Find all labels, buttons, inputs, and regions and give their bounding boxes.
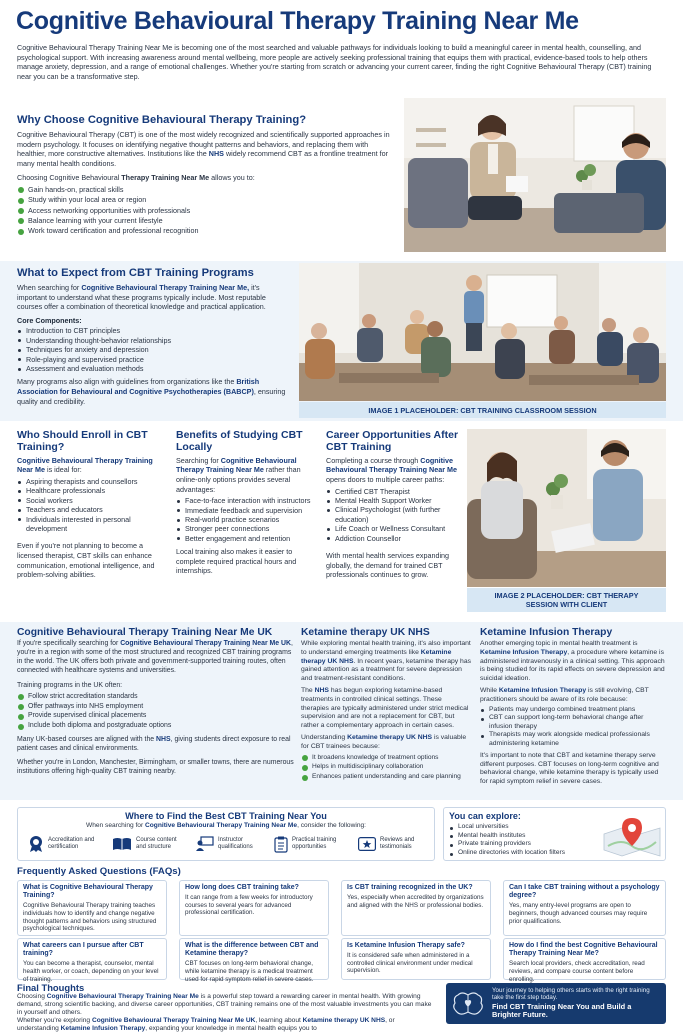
factor-row [18, 835, 434, 853]
list-item: Private training providers [449, 840, 595, 849]
career-heading: Career Opportunities After CBT Training [326, 429, 459, 454]
uk-cities-paragraph: Whether you're in London, Manchester, Birmingham, or smaller towns, there are numerous institutions offering high-quality CBT training nearby. [17, 759, 294, 775]
why-allows-intro: Choosing Cognitive Behavioural Therapy Training Near Me allows you to: [17, 173, 255, 183]
benefits-note: Local training also makes it easier to complete required practical hours and internships. [176, 547, 297, 576]
list-item: Include both diploma and postgraduate options [17, 721, 294, 731]
faq-item-4[interactable]: Can I take CBT training without a psychology degree? Yes, many entry-level programs are open to beginners, though advanced courses may require prior qualifications. [503, 880, 666, 936]
explore-list [449, 823, 595, 858]
benefits-section [176, 429, 316, 576]
factor-instructor: Instructor qualifications [196, 836, 266, 852]
benefits-list [176, 496, 316, 543]
list-item: Online directories with location filters [449, 849, 595, 858]
expect-paragraph: When searching for Cognitive Behavioural Therapy Training Near Me, it's important to understand what these programs typically include. Most reputable courses offer a combination of theoretical knowledge and practical application. [17, 283, 266, 312]
faq-heading: Frequently Asked Questions (FAQs) [17, 866, 181, 877]
list-item: Enhances patient understanding and care planning [301, 772, 471, 782]
core-components-heading: Core Components: [17, 315, 82, 325]
career-note: With mental health services expanding globally, the demand for trained CBT professionals continues to grow. [326, 551, 450, 580]
brain-heart-icon [452, 991, 484, 1017]
find-subheading: When searching for Cognitive Behavioural Therapy Training Near Me, consider the following: [86, 822, 366, 829]
find-heading: Where to Find the Best CBT Training Near You [125, 811, 327, 821]
ketamine-nhs-paragraph: The NHS has begun exploring ketamine-based treatments in controlled clinical settings. These therapies are typically administered under strict medical supervision and are not a replacement for CBT, but rather a complementary approach in certain cases. [301, 687, 469, 729]
infusion-paragraph: Another emerging topic in mental health treatment is Ketamine Infusion Therapy, a procedure where ketamine is administered intravenously in a clinical setting. This approach is being studied for its rapid effects on severe depression and suicidal ideation. [480, 640, 665, 682]
list-item: Mental Health Support Worker [326, 496, 460, 505]
list-item: Stronger peer connections [176, 524, 316, 533]
therapy-session-photo [467, 429, 666, 587]
enroll-note: Even if you're not planning to become a licensed therapist, CBT skills can enhance communication, emotional intelligence, and problem-solving abilities. [17, 541, 155, 580]
list-item: Introduction to CBT principles [17, 326, 291, 335]
classroom-photo [299, 263, 666, 401]
cta-line-2: Find CBT Training Near You and Build a Brighter Future. [492, 1001, 632, 1020]
final-section [17, 982, 437, 1032]
faq-item-6[interactable]: What is the difference between CBT and Ketamine therapy? CBT focuses on long-term behavioral change, while ketamine therapy is a medical treatment used for rapid symptom relief in severe cases. [179, 938, 329, 980]
counselling-session-illustration [404, 98, 666, 252]
list-item: Patients may undergo combined treatment plans [480, 706, 666, 715]
list-item: Individuals interested in personal development [17, 515, 169, 534]
instructor-icon [196, 836, 214, 852]
benefits-heading: Benefits of Studying CBT Locally [176, 429, 303, 454]
nhs-link[interactable]: NHS [314, 687, 329, 695]
list-item: Certified CBT Therapist [326, 487, 460, 496]
classroom-illustration [299, 263, 666, 401]
find-training-card [17, 807, 435, 861]
final-heading: Final Thoughts [17, 982, 85, 993]
list-item: Local universities [449, 823, 595, 832]
ketamine-section [301, 627, 471, 782]
uk-training-intro: Training programs in the UK often: [17, 682, 123, 690]
core-components-list [17, 326, 291, 373]
list-item: Healthcare professionals [17, 486, 169, 495]
list-item: Social workers [17, 496, 169, 505]
list-item: Offer pathways into NHS employment [17, 702, 294, 712]
why-heading: Why Choose Cognitive Behavioural Therapy Training? [17, 114, 307, 126]
list-item: Techniques for anxiety and depression [17, 345, 291, 354]
final-paragraph-2: Whether you're exploring Cognitive Behavioural Therapy Training Near Me UK, learning about Ketamine therapy UK NHS, or understanding Ketamine Infusion Therapy, expanding your knowledge in mental health equips you to [17, 1016, 395, 1032]
final-paragraph-1: Choosing Cognitive Behavioural Therapy Training Near Me is a powerful step toward a rewarding career in mental health. With growing demand, strong scientific backing, and diverse career opportunities, CBT training remains one of the most valuable investments you can make in yourself and others. [17, 993, 432, 1016]
award-ribbon-icon [28, 835, 44, 853]
list-item: Therapists may work alongside medical professionals administering ketamine [480, 731, 666, 748]
list-item: Role-playing and supervised practice [17, 355, 291, 364]
list-item: Access networking opportunities with professionals [17, 206, 395, 216]
list-item: Follow strict accreditation standards [17, 692, 294, 702]
uk-paragraph: If you're specifically searching for Cognitive Behavioural Therapy Training Near Me UK, you're in a region with some of the most structured and recognized CBT training programs in the world. The UK offers both private and government-supported training routes, often connected with healthcare systems and universities. [17, 640, 293, 675]
infusion-note: It's important to note that CBT and ketamine therapy serve different purposes. CBT focuses on long-term cognitive and behavioral change, while ketamine therapy is typically used for rapid symptom relief in severe cases. [480, 752, 659, 785]
cta-line-1: Your journey to helping others starts with the right training take the first step today. [492, 987, 650, 1002]
factor-accreditation: Accreditation and certification [28, 835, 104, 853]
list-item: Study within your local area or region [17, 195, 395, 205]
map-pin-icon [602, 816, 662, 858]
uk-nhs-paragraph: Many UK-based courses are aligned with the NHS, giving students direct exposure to real patient cases and clinical environments. [17, 736, 291, 753]
benefits-paragraph: Searching for Cognitive Behavioural Therapy Training Near Me rather than online-only options provides several advantages: [176, 455, 301, 494]
career-section [326, 429, 460, 580]
factor-reviews: Reviews and testimonials [358, 837, 424, 851]
infusion-role-list [480, 706, 666, 749]
faq-item-7[interactable]: Is Ketamine Infusion Therapy safe? It is considered safe when administered in a controlled clinical environment under medical supervision. [341, 938, 491, 980]
list-item: Face-to-face interaction with instructors [176, 496, 316, 505]
list-item: Aspiring therapists and counsellors [17, 477, 169, 486]
classroom-image-caption: IMAGE 1 PLACEHOLDER: CBT TRAINING CLASSROOM SESSION [299, 402, 666, 418]
nhs-link[interactable]: NHS [156, 736, 171, 744]
list-item: Teachers and educators [17, 505, 169, 514]
counselling-session-photo [404, 98, 666, 252]
open-book-icon [112, 837, 132, 851]
clipboard-checklist-icon [274, 836, 288, 853]
uk-heading: Cognitive Behavioural Therapy Training Near Me UK [17, 627, 273, 638]
career-paths-list [326, 487, 460, 543]
nhs-link[interactable]: NHS [208, 149, 224, 159]
ketamine-heading: Ketamine therapy UK NHS [301, 627, 430, 638]
why-benefit-list [17, 185, 395, 236]
why-paragraph: Cognitive Behavioural Therapy (CBT) is one of the most widely recognized and scientifically supported approaches in modern psychology. It focuses on identifying negative thought patterns and behaviors, and replacing them with healthier, more constructive alternatives. Institutions like the NHS widely recommend CBT as a frontline treatment for many mental health conditions. [17, 130, 390, 168]
expect-heading: What to Expect from CBT Training Programs [17, 267, 254, 279]
star-review-icon [358, 837, 376, 851]
enroll-paragraph: Cognitive Behavioural Therapy Training Near Me is ideal for: [17, 455, 153, 475]
list-item: It broadens knowledge of treatment options [301, 753, 471, 763]
list-item: Clinical Psychologist (with further education) [326, 505, 460, 524]
list-item: Provide supervised clinical placements [17, 711, 294, 721]
why-section [17, 113, 395, 236]
enroll-section [17, 429, 169, 580]
career-paragraph: Completing a course through Cognitive Behavioural Therapy Training Near Me opens doors to multiple career paths: [326, 455, 458, 484]
list-item: Mental health institutes [449, 832, 595, 841]
babcp-paragraph: Many programs also align with guidelines from organizations like the British Association for Behavioural and Cognitive Psychotherapies (BABCP), ensuring quality and credibility. [17, 377, 286, 406]
ketamine-value-list [301, 753, 471, 782]
cta-banner[interactable] [446, 983, 666, 1024]
faq-item-2[interactable]: How long does CBT training take? It can range from a few weeks for introductory courses to several years for advanced professional certification. [179, 880, 329, 936]
explore-card [443, 807, 666, 861]
infusion-heading: Ketamine Infusion Therapy [480, 627, 613, 638]
expect-section [17, 267, 291, 406]
enroll-heading: Who Should Enroll in CBT Training? [17, 429, 148, 454]
list-item: Immediate feedback and supervision [176, 506, 316, 515]
ketamine-value-intro: Understanding Ketamine therapy UK NHS is valuable for CBT trainees because: [301, 734, 467, 750]
list-item: Addiction Counsellor [326, 534, 460, 543]
therapy-session-illustration [467, 429, 666, 587]
list-item: Understanding thought-behavior relationships [17, 336, 291, 345]
list-item: Gain hands-on, practical skills [17, 185, 395, 195]
therapy-image-caption: IMAGE 2 PLACEHOLDER: CBT THERAPY SESSION WITH CLIENT [467, 588, 666, 612]
infusion-section [480, 627, 666, 786]
list-item: Balance learning with your current lifestyle [17, 216, 395, 226]
explore-heading: You can explore: [449, 811, 521, 821]
enroll-audience-list [17, 477, 169, 533]
ketamine-paragraph: While exploring mental health training, it's also important to understand emerging treatments like Ketamine therapy UK NHS. In recent years, ketamine therapy has gained attention as a treatment for severe depression and treatment-resistant conditions. [301, 640, 471, 682]
infusion-role-paragraph: While Ketamine Infusion Therapy is still evolving, CBT practitioners should be aware of its role because: [480, 687, 649, 703]
faq-item-3[interactable]: Is CBT training recognized in the UK? Yes, especially when accredited by organizations and aligned with the NHS or professional bodies. [341, 880, 491, 936]
faq-item-5[interactable]: What careers can I pursue after CBT training? You can become a therapist, counselor, mental health worker, or coach, depending on your level of training. [17, 938, 167, 980]
faq-item-8[interactable]: How do I find the best Cognitive Behavioural Therapy Training Near Me? Search local providers, check accreditation, read reviews, and compare course content before enrolling. [503, 938, 666, 980]
list-item: Work toward certification and professional recognition [17, 226, 395, 236]
factor-course-content: Course content and structure [112, 837, 188, 851]
list-item: Better engagement and retention [176, 534, 316, 543]
factor-practical: Practical training opportunities [274, 836, 350, 853]
uk-section [17, 627, 294, 777]
page-title: Cognitive Behavioural Therapy Training Near Me [16, 7, 579, 35]
babcp-link[interactable]: British Association for Behavioural and Cognitive Psychotherapies (BABCP) [17, 377, 260, 396]
faq-item-1[interactable]: What is Cognitive Behavioural Therapy Training? Cognitive Behavioural Therapy training teaches individuals how to identify and change negative thought patterns and behaviors using structured psychological techniques. [17, 880, 167, 936]
list-item: Life Coach or Wellness Consultant [326, 524, 460, 533]
intro-paragraph: Cognitive Behavioural Therapy Training Near Me is becoming one of the most searched and valuable pathways for individuals looking to build a meaningful career in mental health, counselling, and psychological support. With increasing awareness around mental wellbeing, more people are actively seeking professional training that equips them with practical, evidence-based tools to help others manage anxiety, depression, and a range of emotional challenges. Whether you're starting from scratch or advancing your current career, finding the right Cognitive Behavioural Therapy (CBT) training near you can be a transformative step. [17, 43, 652, 81]
list-item: CBT can support long-term behavioral change after infusion therapy [480, 714, 666, 731]
list-item: Helps in multidisciplinary collaboration [301, 762, 471, 772]
list-item: Real-world practice scenarios [176, 515, 316, 524]
list-item: Assessment and evaluation methods [17, 364, 291, 373]
uk-training-list [17, 692, 294, 732]
